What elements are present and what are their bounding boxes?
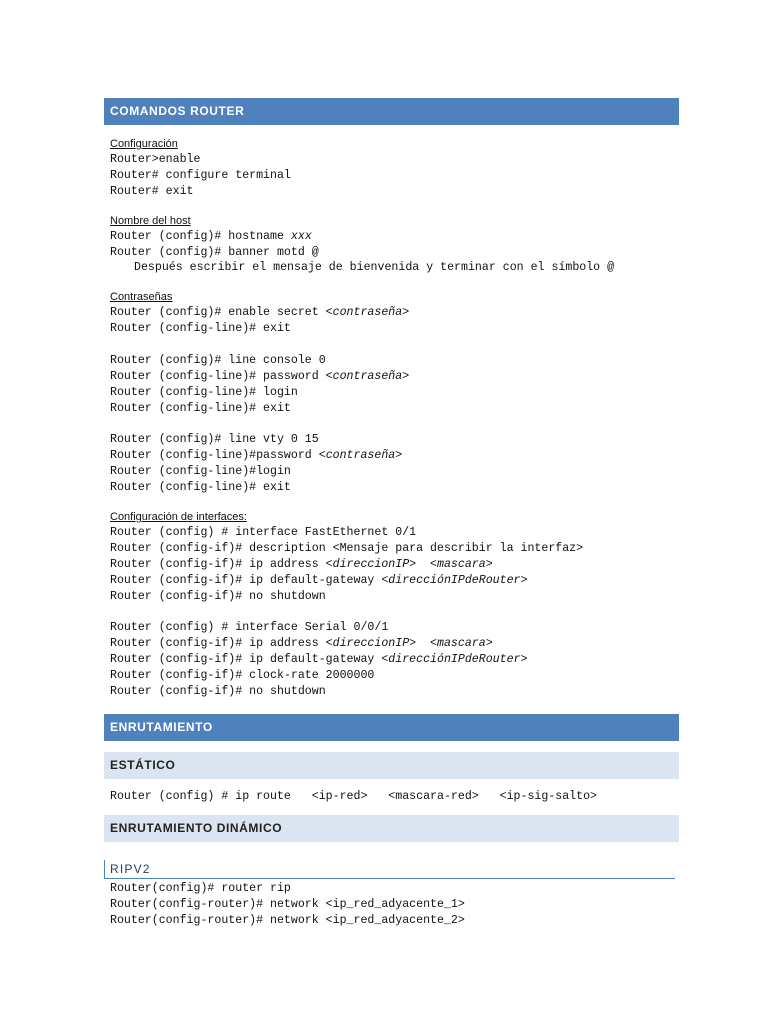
code-line: Router(config-router)# network <ip_red_adyacente_1> [110,897,465,911]
code-line: Router (config-line)#login [110,465,291,479]
code-line: Router (config-if)# no shutdown [110,684,326,698]
subsection-heading-estatico: ESTÁTICO [104,752,679,779]
section-heading-comandos-router: COMANDOS ROUTER [104,98,679,125]
code-line: Router (config) # ip route <ip-red> <mascara-red> <ip-sig-salto> [110,789,598,803]
code-line: Router>enable [110,153,201,166]
code-line: Router (config-if)# description <Mensaje para describir la interfaz> [110,541,584,555]
code-line: Router (config)# line vty 0 15 [110,433,319,447]
code-line: Router (config)# banner motd @ [110,245,319,259]
code-line: Router (config-if)# no shutdown [110,589,326,603]
code-line: Router (config-if)# ip default-gateway <direcciónIPdeRouter> [110,573,528,587]
subheading-contrasenas: Contraseñas [110,291,173,304]
code-line: Router (config) # interface Serial 0/0/1 [110,621,389,635]
subsection-heading-ripv2: RIPV2 [104,860,675,879]
code-line: Router (config-line)# login [110,385,298,399]
code-line: Router (config-if)# ip address <direccionIP> <mascara> [110,637,493,651]
code-line: Router (config-line)# exit [110,481,291,495]
code-line: Router (config-line)# exit [110,322,291,336]
section-heading-enrutamiento: ENRUTAMIENTO [104,714,679,741]
subheading-configuracion: Configuración [110,138,178,150]
document-page [104,98,679,928]
code-line: Router(config)# router rip [110,881,291,895]
subsection-heading-dinamico: ENRUTAMIENTO DINÁMICO [104,815,679,842]
code-line: Router(config-router)# network <ip_red_adyacente_2> [110,913,465,927]
code-line: Router# exit [110,184,194,198]
code-line: Router (config-if)# clock-rate 2000000 [110,669,375,683]
code-line: Router (config-if)# ip address <direccionIP> <mascara> [110,557,493,571]
code-line: Router (config)# hostname xxx [110,229,312,243]
code-line: Router (config) # interface FastEthernet 0/1 [110,526,417,540]
subheading-config-interfaces: Configuración de interfaces: [110,511,247,524]
subheading-nombre-host: Nombre del host [110,214,191,227]
code-line: Router (config)# enable secret <contraseña> [110,306,410,320]
code-line: Router (config-line)# exit [110,401,291,415]
code-line: Router (config-if)# ip default-gateway <direcciónIPdeRouter> [110,653,528,667]
code-note: Después escribir el mensaje de bienvenida y terminar con el símbolo @ [134,261,615,275]
code-line: Router (config-line)#password <contraseña> [110,449,403,463]
code-line: Router# configure terminal [110,168,291,182]
code-line: Router (config)# line console 0 [110,354,326,368]
code-line: Router (config-line)# password <contraseña> [110,369,410,383]
